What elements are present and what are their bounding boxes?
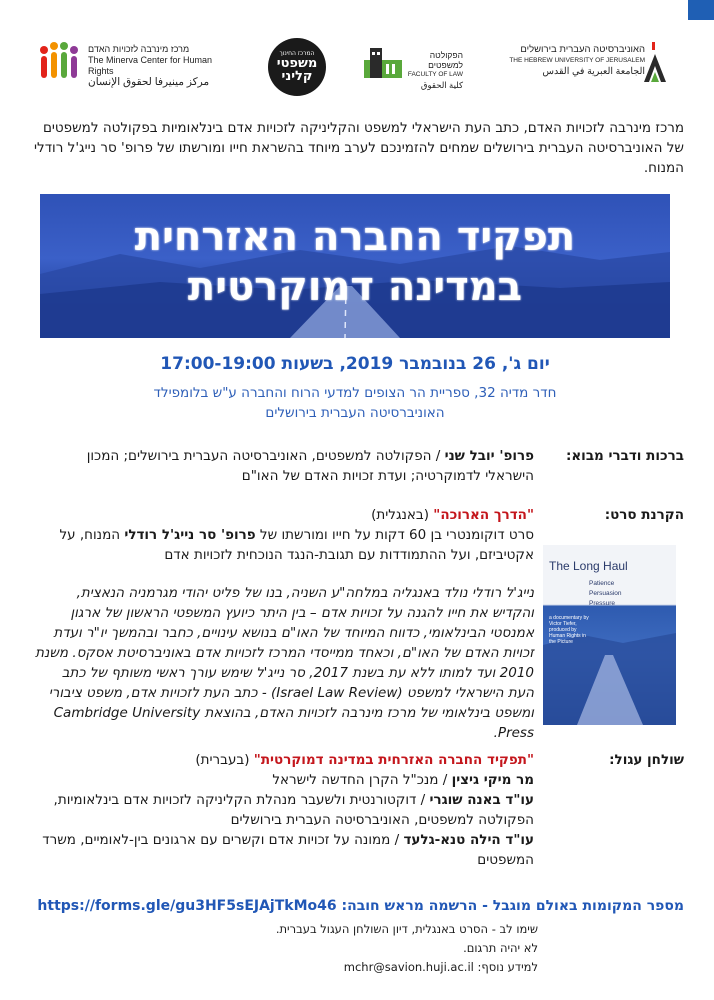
panelist-1 [34, 770, 534, 790]
panelist-2-name: עו"ד באנה שוגרי [429, 792, 534, 808]
cover-subtitles [589, 579, 622, 609]
panelist-3-role: / ממונה על זכויות אדם וקשרים עם ארגונים בין-לאומיים, משרד המשפטים [42, 832, 534, 868]
panel-title: "תפקיד החברה האזרחית במדינה דמוקרטית" [253, 752, 534, 768]
panel-label: שולחן עגול: [609, 752, 684, 768]
emblem-main-text: משפטי קליני [276, 56, 318, 84]
registration-line [34, 898, 684, 914]
law-name-he: הפקולטה למשפטים [428, 50, 463, 70]
law-name-ar: كلية الحقوق [420, 80, 463, 90]
contact-email[interactable]: mchr@savion.huji.ac.il [343, 960, 474, 974]
event-venue [40, 383, 670, 423]
minerva-name-en: The Minerva Center for Human Rights [88, 55, 213, 76]
cover-sub-persuasion: Persuasion [589, 590, 622, 597]
screening-label: הקרנת סרט: [604, 507, 684, 523]
huji-emblem-icon [642, 42, 668, 84]
cover-sub-patience: Patience [589, 580, 615, 587]
panelist-1-role: / מנכ"ל הקרן החדשה לישראל [272, 772, 452, 788]
greetings-label: ברכות ודברי מבוא: [565, 448, 684, 464]
film-desc-part1: סרט דוקומנטרי בן 60 דקות על חייו ומורשתו של [255, 527, 534, 543]
huji-name-ar: الجامعة العبرية في القدس [542, 66, 645, 77]
panel-block [34, 750, 534, 870]
greetings-speaker: פרופ' יובל שני [444, 448, 534, 464]
film-subject-name: פרופ' סר נייג'ל רודלי [124, 527, 256, 543]
venue-line1: חדר מדיה 32, ספריית הר הצופים למדעי הרוח והחברה ע"ש בלומפילד [153, 385, 557, 401]
film-cover-image [543, 545, 676, 725]
minerva-logo [36, 40, 84, 80]
minerva-logo-text [88, 44, 238, 88]
law-faculty-text [405, 50, 463, 90]
law-name-en: FACULTY OF LAW [407, 71, 463, 78]
film-desc-part2: המנוח, על אקטיביזם, ועל ההתמודדות עם תגובת-הנגד הנוכחית לזכויות אדם [59, 527, 534, 563]
banner-title-line2: במדינה דמוקרטית [187, 264, 523, 310]
film-description [34, 525, 534, 565]
greetings-affiliation: / הפקולטה למשפטים, האוניברסיטה העברית בירושלים; המכון הישראלי לדמוקרטיה; ועדת זכויות האדם של האו"ם [86, 448, 534, 484]
cover-credits: a documentary by Victor Tiefer, produced by Human Rights in the Picture [549, 615, 589, 645]
registration-label: מספר המקומות באולם מוגבל - הרשמה מראש חובה: [336, 898, 684, 914]
top-accent-bar [688, 0, 714, 20]
panelist-3-name: עו"ד הילה טנא-גלעד [403, 832, 534, 848]
contact-label: למידע נוסף: [473, 960, 538, 974]
panel-title-line [34, 750, 534, 770]
panelist-2-role: / דוקטורנטית ולשעבר מנהלת הקליניקה לזכויות אדם בינלאומיות, הפקולטה למשפטים, האוניברסיטה העברית בירושלים [53, 792, 534, 828]
intro-paragraph: מרכז מינרבה לזכויות האדם, כתב העת הישראלי למשפט והקליניקה לזכויות אדם בינלאומיות בפקולטה למשפטים של האוניברסיטה העברית בירושלים שמחים להזמינכם לערב מיוחד בהשראת חייו ומורשתו של פרופ' סר נייג'ל רודלי המנוח. [34, 120, 684, 176]
greetings-text [34, 446, 534, 486]
translation-note: לא יהיה תרגום. [463, 941, 538, 955]
banner-title-line1: תפקיד החברה האזרחית [134, 214, 576, 260]
panelist-3 [34, 830, 534, 870]
huji-logo [642, 42, 668, 84]
law-building-icon [362, 42, 404, 80]
clinical-legal-emblem [268, 38, 326, 96]
event-date: יום ג', 26 בנובמבר 2019, בשעות 17:00-19:00 [160, 354, 550, 374]
contact-line [34, 958, 538, 977]
huji-name-he: האוניברסיטה העברית בירושלים [520, 44, 645, 55]
title-banner [40, 194, 670, 338]
venue-line2: האוניברסיטה העברית בירושלים [265, 405, 445, 421]
registration-link[interactable]: https://forms.gle/gu3HF5sEJAjTkMo46 [37, 898, 337, 914]
emblem-small-text: המרכז החינוך [279, 50, 315, 57]
law-faculty-logo [362, 42, 404, 80]
cover-title: The Long Haul [549, 559, 628, 573]
panelist-1-name: מר מיקי גיצין [451, 772, 534, 788]
minerva-name-he: מרכז מינרבה לזכויות האדם [88, 44, 190, 54]
huji-name-en: THE HEBREW UNIVERSITY OF JERUSALEM [509, 57, 645, 64]
film-language: (באנגלית) [371, 507, 434, 523]
minerva-name-ar: مركز مينيرفا لحقوق الإنسان [88, 76, 210, 88]
rodley-bio: נייג'ל רודלי נולד באנגליה במלחה"ע השניה, בנו של פליט יהודי מגרמניה הנאצית, והקדיש את חייו להגנה על זכויות אדם – בין היתר כיועץ המשפטי הראשון של ארגון אמנסטי הבינלאומי, כדווח המיוחד של האו"ם בנושא עינויים, כחבר ובהמשך יו"ר ועדת זכויות האדם של האו"ם, וכאחד ממייסדי המרכז לזכויות אדם באוניברסיטת אסקס. משנת 2010 ועד למותו ללא עת בשנת 2017, סר נייג'ל שימש עורך ראשי משותף של כתב העת הישראלי למשפט (Israel Law Review) - כתב העת לזכויות אדם, משפט ציבורי ומשפט בינלאומי של מרכז מינרבה לזכויות האדם, בהוצאת Cambridge University Press. [35, 585, 534, 741]
panelist-2 [34, 790, 534, 830]
huji-logo-text [500, 44, 645, 77]
notes-block [34, 920, 538, 977]
film-title-line [34, 505, 534, 525]
panel-language: (בעברית) [195, 752, 254, 768]
cover-sub-pressure: Pressure [589, 600, 616, 607]
banner-title [40, 212, 670, 312]
film-title: "הדרך הארוכה" [433, 507, 534, 523]
language-note: שימו לב - הסרט באנגלית, דיון השולחן העגול בעברית. [275, 922, 538, 936]
people-icon [36, 40, 84, 80]
screening-block [34, 505, 534, 565]
